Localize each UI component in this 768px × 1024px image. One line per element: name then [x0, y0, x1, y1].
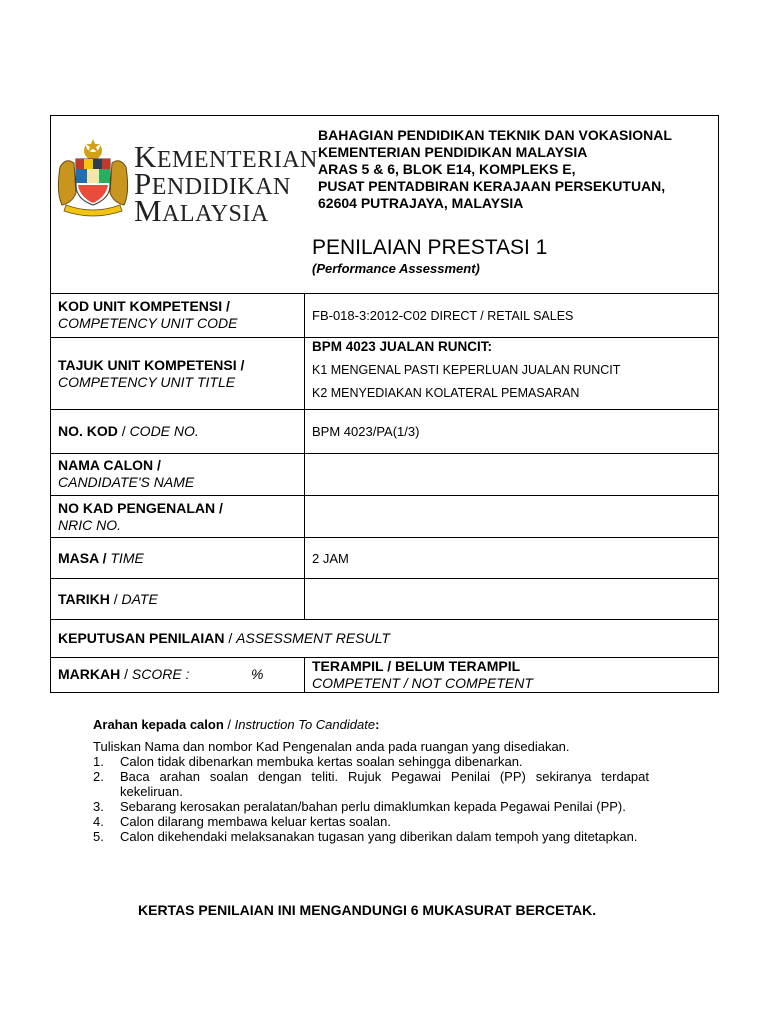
competency-title-k2: K2 MENYEDIAKAN KOLATERAL PEMASARAN [312, 386, 580, 400]
time-label: MASA / TIME [58, 550, 144, 566]
competency-title-heading: BPM 4023 JUALAN RUNCIT: [312, 339, 493, 354]
list-item: 5. Calon dikehendaki melaksanakan tugasan yang diberikan dalam tempoh yang ditetapkan. [93, 829, 638, 844]
coat-of-arms-icon [56, 137, 130, 217]
score-label: MARKAH / SCORE : % [58, 666, 264, 682]
score-percent: % [251, 666, 264, 682]
competency-title-label: TAJUK UNIT KOMPETENSI / COMPETENCY UNIT TITLE [58, 357, 245, 390]
column-divider [304, 293, 305, 619]
date-field[interactable] [306, 580, 716, 618]
address-line: ARAS 5 & 6, BLOK E14, KOMPLEKS E, [318, 161, 576, 177]
address-line: PUSAT PENTADBIRAN KERAJAAN PERSEKUTUAN, [318, 178, 666, 194]
address-line: 62604 PUTRAJAYA, MALAYSIA [318, 195, 524, 211]
row-divider [50, 293, 718, 294]
column-divider [304, 657, 305, 692]
instruction-heading: Arahan kepada calon / Instruction To Candidate: [93, 717, 380, 732]
page-count-notice: KERTAS PENILAIAN INI MENGANDUNGI 6 MUKASURAT BERCETAK. [138, 902, 597, 918]
competency-result: TERAMPIL / BELUM TERAMPIL COMPETENT / NOT COMPETENT [312, 658, 533, 691]
nric-field[interactable] [306, 497, 716, 536]
row-divider [50, 495, 718, 496]
page-title: PENILAIAN PRESTASI 1 [312, 236, 548, 259]
nric-label: NO KAD PENGENALAN / NRIC NO. [58, 500, 223, 533]
candidate-name-field[interactable] [306, 455, 716, 494]
row-divider [50, 619, 718, 620]
ministry-logo: KEMENTERIAN PENDIDIKAN MALAYSIA [56, 137, 301, 217]
time-value: 2 JAM [312, 551, 349, 566]
row-divider [50, 337, 718, 338]
address-block [318, 127, 672, 212]
instruction-intro: Tuliskan Nama dan nombor Kad Pengenalan anda pada ruangan yang disediakan. [93, 739, 570, 754]
instruction-list [93, 754, 649, 844]
candidate-name-label: NAMA CALON / CANDIDATE'S NAME [58, 457, 195, 490]
row-divider [50, 453, 718, 454]
address-line: KEMENTERIAN PENDIDIKAN MALAYSIA [318, 144, 588, 160]
address-line: BAHAGIAN PENDIDIKAN TEKNIK DAN VOKASIONAL [318, 127, 672, 143]
competency-title-k1: K1 MENGENAL PASTI KEPERLUAN JUALAN RUNCIT [312, 363, 621, 377]
list-item: 4. Calon dilarang membawa keluar kertas soalan. [93, 814, 391, 829]
list-item: 2. Baca arahan soalan dengan teliti. Rujuk Pegawai Penilai (PP) sekiranya terdapat kekeliruan. [93, 769, 649, 799]
list-item: 3. Sebarang kerosakan peralatan/bahan perlu dimaklumkan kepada Pegawai Penilai (PP). [93, 799, 626, 814]
row-divider [50, 537, 718, 538]
competency-code-label: KOD UNIT KOMPETENSI / COMPETENCY UNIT CODE [58, 298, 238, 331]
code-no-label: NO. KOD / CODE NO. [58, 423, 199, 439]
date-label: TARIKH / DATE [58, 591, 158, 607]
page-subtitle: (Performance Assessment) [312, 261, 480, 276]
list-item: 1. Calon tidak dibenarkan membuka kertas soalan sehingga dibenarkan. [93, 754, 523, 769]
competency-code-value: FB-018-3:2012-C02 DIRECT / RETAIL SALES [312, 308, 574, 323]
assessment-result-label: KEPUTUSAN PENILAIAN / ASSESSMENT RESULT [58, 630, 390, 646]
row-divider [50, 578, 718, 579]
row-divider [50, 409, 718, 410]
code-no-value: BPM 4023/PA(1/3) [312, 424, 420, 439]
